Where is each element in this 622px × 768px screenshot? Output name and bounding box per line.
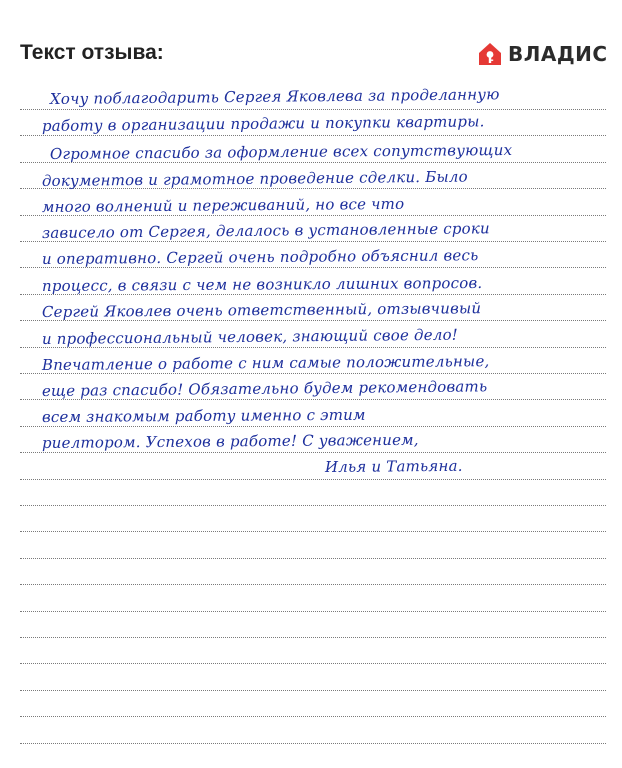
logo-text: ВЛАДИС	[508, 42, 608, 66]
review-line: риелтором. Успехов в работе! С уважением,	[41, 430, 419, 452]
review-line: зависело от Сергея, делалось в установленные сроки	[41, 219, 490, 242]
review-line: Огромное спасибо за оформление всех сопутствующих	[49, 140, 513, 163]
review-line: и оперативно. Сергей очень подробно объяснил весь	[41, 246, 479, 268]
handwritten-review	[20, 0, 606, 768]
review-line: процесс, в связи с чем не возникло лишних вопросов.	[41, 273, 483, 295]
review-line: документов и грамотное проведение сделки. Было	[41, 167, 468, 190]
review-line: Хочу поблагодарить Сергея Яковлева за проделанную	[49, 85, 500, 108]
review-line: работу в организации продажи и покупки квартиры.	[41, 112, 485, 135]
review-line: еще раз спасибо! Обязательно будем рекомендовать	[41, 377, 488, 400]
review-line: Сергей Яковлев очень ответственный, отзывчивый	[41, 299, 482, 321]
review-line: всем знакомым работу именно с этим	[41, 405, 366, 426]
review-line: Впечатление о работе с ним самые положительные,	[41, 352, 490, 374]
review-line: много волнений и переживаний, но все что	[41, 194, 405, 216]
review-signature: Илья и Татьяна.	[324, 456, 463, 476]
page-title: Текст отзыва:	[20, 41, 164, 64]
review-line: и профессиональный человек, знающий свое дело!	[41, 325, 459, 348]
